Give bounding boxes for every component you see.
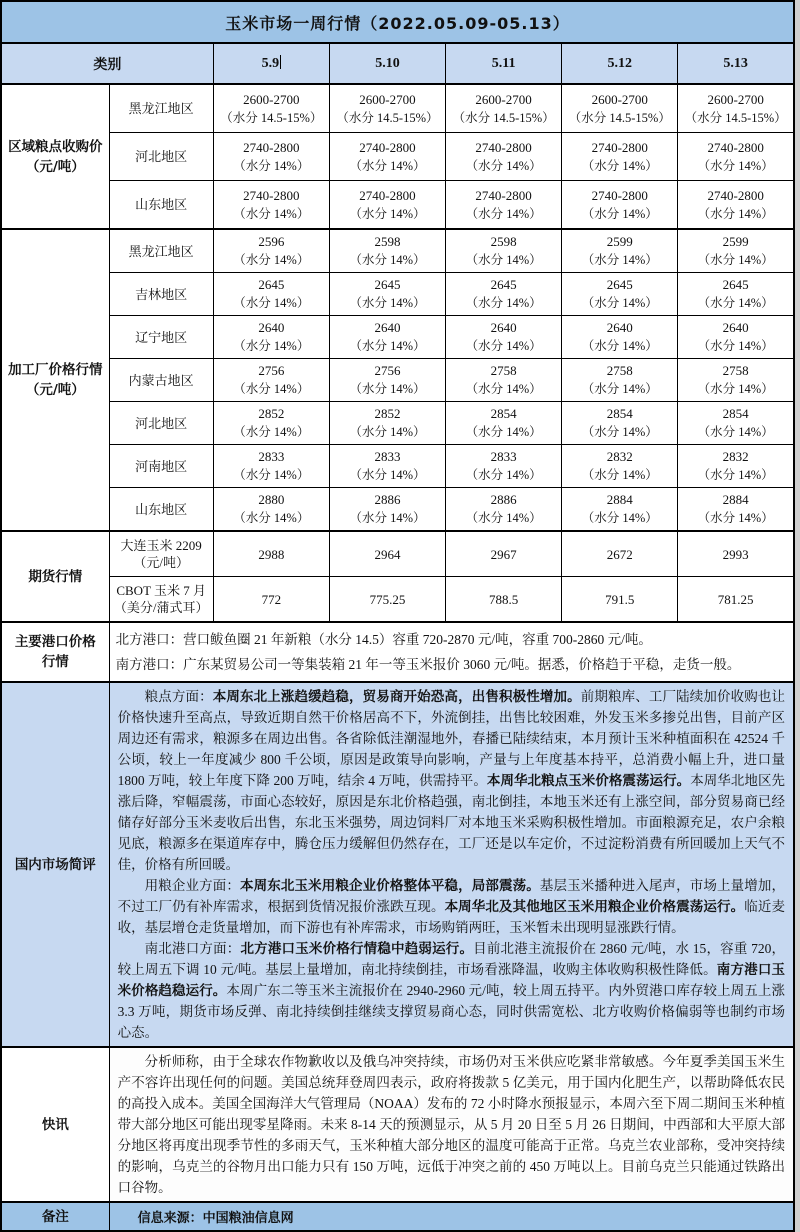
table-row: [1, 273, 794, 316]
note-row: [1, 1202, 794, 1231]
market-review-text[interactable]: [109, 682, 794, 1047]
price-cell[interactable]: 2740-2800 （水分 14%）: [562, 181, 678, 230]
table-row: [1, 181, 794, 230]
table-row: [1, 133, 794, 181]
price-cell[interactable]: 2756 （水分 14%）: [213, 359, 329, 402]
table-row: [1, 531, 794, 577]
table-row: [1, 577, 794, 623]
page-title: 玉米市场一周行情（2022.05.09-05.13）: [1, 1, 794, 43]
title-row: [1, 1, 794, 43]
paragraph: 分析师称，由于全球农作物歉收以及俄乌冲突持续，市场仍对玉米供应吃紧非常敏感。今年夏季美国玉米生产不容许出现任何的问题。美国总统拜登周四表示，政府将拨款 5 亿美元，用于国内化肥生产，以帮助降低农民的高投入成本。美国全国海洋大气管理局（NOAA）发布的 72 小时降水预报显示，本周六至下周二期间玉米种植带大部分地区可能出现零星降雨。未来 8-14 天的预测显示，从 5 月 20 日至 5 月 26 日期间，中西部和大平原大部分地区将再度出现季节性的多雨天气，玉米种植大部分地区的温度可能高于正常。乌克兰农业部称，受冲突持续的影响，乌克兰的谷物月出口能力只有 150 万吨，远低于冲突之前的 450 万吨以上。目前乌克兰只能通过铁路出口谷物。: [117, 1054, 785, 1195]
news-row: [1, 1047, 794, 1202]
column-header-date-5[interactable]: 5.13: [678, 43, 794, 84]
price-cell[interactable]: 2740-2800 （水分 14%）: [562, 133, 678, 181]
price-cell[interactable]: 2645 （水分 14%）: [213, 273, 329, 316]
paragraph: 粮点方面：本周东北上涨趋缓趋稳，贸易商开始恐高，出售积极性增加。前期粮库、工厂陆续加价收购也让价格快速升至高点，导致近期自然干价格居高不下，外流倒挂，出售比较困难，外发玉米多掺兑出售，目前产区周边还有需求，粮源多在周边出售。各省除低洼潮湿地外，春播已陆续结束，本月预计玉米种植面积在 42524 千公顷，较上一年度减少 800 千公顷，原因是政策导向影响，产量与上年度基本持平，总消费小幅上升，进口量 1800 万吨，较上年度下降 200 万吨，结余 4 万吨，供需持平。本周华北粮点玉米价格震荡运行。本周华北地区先涨后降，窄幅震荡，市面心态较好，原因是东北价格趋强，南北倒挂，本地玉米还有上涨空间，部分贸易商已经储存好部分玉米麦收后出售，东北玉米强势，周边饲料厂对本地玉米采购积极性增加。市面粮源充足，农户余粮见底，粮源多在渠道库存中，腾仓压力缓解但仍然存在，工厂还是以车定价，不过淀粉消费有所回暖加上天气不佳，价格有所回暖。: [117, 689, 786, 872]
price-cell[interactable]: 775.25: [329, 577, 445, 623]
price-cell[interactable]: 2740-2800 （水分 14%）: [329, 181, 445, 230]
table-row: [1, 402, 794, 445]
price-cell[interactable]: 2600-2700 （水分 14.5-15%）: [562, 84, 678, 133]
row-label[interactable]: 河北地区: [109, 402, 213, 445]
price-cell[interactable]: 2967: [446, 531, 562, 577]
price-cell[interactable]: 2756 （水分 14%）: [329, 359, 445, 402]
price-cell[interactable]: 2832 （水分 14%）: [562, 445, 678, 488]
review-row: [1, 682, 794, 1047]
paragraph: 用粮企业方面：本周东北玉米用粮企业价格整体平稳，局部震荡。基层玉米播种进入尾声，市场上量增加，不过工厂仍有补库需求，根据到货情况报价涨跌互现。本周华北及其他地区玉米用粮企业价格震荡运行。临近麦收，基层增仓走货量增加，而下游也有补库需求，市场购销两旺，玉米暂未出现明显涨跌行情。: [117, 878, 786, 935]
price-cell[interactable]: 2740-2800 （水分 14%）: [446, 181, 562, 230]
price-cell[interactable]: 2740-2800 （水分 14%）: [678, 181, 794, 230]
section-label: 加工厂价格行情 （元/吨）: [1, 229, 109, 531]
price-cell[interactable]: 2645 （水分 14%）: [446, 273, 562, 316]
price-cell[interactable]: 2758 （水分 14%）: [678, 359, 794, 402]
price-cell[interactable]: 2854 （水分 14%）: [446, 402, 562, 445]
price-cell[interactable]: 2854 （水分 14%）: [678, 402, 794, 445]
section-label: 区域粮点收购价 （元/吨）: [1, 84, 109, 229]
price-cell[interactable]: 2740-2800 （水分 14%）: [446, 133, 562, 181]
price-cell[interactable]: 791.5: [562, 577, 678, 623]
header-row: [1, 43, 794, 84]
section-label-review: 国内市场简评: [1, 682, 109, 1047]
column-header-date-1[interactable]: [213, 43, 329, 84]
row-label[interactable]: 黑龙江地区: [109, 229, 213, 273]
paragraph: 南北港口方面：北方港口玉米价格行情稳中趋弱运行。目前北港主流报价在 2860 元/吨，水 15，容重 720，较上周五下调 10 元/吨。基层上量增加，南北持续倒挂，市场看涨降温，收购主体收购积极性降低。南方港口玉米价格趋稳运行。本周广东二等玉米主流报价在 2940-2960 元/吨，较上周五持平。内外贸港口库存较上周五上涨 3.3 万吨，期货市场反弹、南北持续倒挂继续支撑贸易商心态，同时供需宽松、北方收购价格偏弱等也制约市场心态。: [117, 941, 786, 1040]
section-label: 期货行情: [1, 531, 109, 622]
row-label[interactable]: 吉林地区: [109, 273, 213, 316]
price-cell[interactable]: 2852 （水分 14%）: [329, 402, 445, 445]
column-header-category: 类别: [1, 43, 213, 84]
price-cell[interactable]: 2600-2700 （水分 14.5-15%）: [678, 84, 794, 133]
price-cell[interactable]: 2758 （水分 14%）: [562, 359, 678, 402]
row-label[interactable]: 辽宁地区: [109, 316, 213, 359]
price-cell[interactable]: 2645 （水分 14%）: [329, 273, 445, 316]
price-cell[interactable]: 2964: [329, 531, 445, 577]
price-cell[interactable]: 2640 （水分 14%）: [329, 316, 445, 359]
price-cell[interactable]: 2758 （水分 14%）: [446, 359, 562, 402]
price-cell[interactable]: 2740-2800 （水分 14%）: [329, 133, 445, 181]
price-cell[interactable]: 2740-2800 （水分 14%）: [213, 133, 329, 181]
price-cell[interactable]: 2852 （水分 14%）: [213, 402, 329, 445]
row-label[interactable]: 内蒙古地区: [109, 359, 213, 402]
price-cell[interactable]: 2884 （水分 14%）: [678, 488, 794, 532]
price-cell[interactable]: 2645 （水分 14%）: [562, 273, 678, 316]
row-label[interactable]: CBOT 玉米 7 月 （美分/蒲式耳）: [109, 577, 213, 623]
column-header-date-3[interactable]: 5.11: [446, 43, 562, 84]
price-cell[interactable]: 2832 （水分 14%）: [678, 445, 794, 488]
price-cell[interactable]: 2640 （水分 14%）: [446, 316, 562, 359]
south-port-line: 南方港口：广东某贸易公司一等集装箱 21 年一等玉米报价 3060 元/吨。据悉，价格趋于平稳，走货一般。: [115, 657, 741, 672]
price-cell[interactable]: 2833 （水分 14%）: [329, 445, 445, 488]
price-cell[interactable]: 781.25: [678, 577, 794, 623]
port-row: [1, 622, 794, 682]
price-cell[interactable]: 2672: [562, 531, 678, 577]
column-header-date-2[interactable]: 5.10: [329, 43, 445, 84]
price-cell[interactable]: 2884 （水分 14%）: [562, 488, 678, 532]
price-cell[interactable]: 2599 （水分 14%）: [562, 229, 678, 273]
price-cell[interactable]: 788.5: [446, 577, 562, 623]
row-label[interactable]: 山东地区: [109, 181, 213, 230]
section-label-ports: [1, 622, 109, 682]
north-port-line: 北方港口：营口鲅鱼圈 21 年新粮（水分 14.5）容重 720-2870 元/吨，容重 700-2860 元/吨。: [115, 632, 652, 647]
row-label[interactable]: 河北地区: [109, 133, 213, 181]
price-cell[interactable]: 2833 （水分 14%）: [213, 445, 329, 488]
price-cell[interactable]: 2599 （水分 14%）: [678, 229, 794, 273]
row-label[interactable]: 黑龙江地区: [109, 84, 213, 133]
price-cell[interactable]: 2740-2800 （水分 14%）: [678, 133, 794, 181]
price-cell[interactable]: 2645 （水分 14%）: [678, 273, 794, 316]
date-label: 5.9: [261, 56, 280, 71]
price-cell[interactable]: 2854 （水分 14%）: [562, 402, 678, 445]
row-label[interactable]: 河南地区: [109, 445, 213, 488]
price-cell[interactable]: 2640 （水分 14%）: [213, 316, 329, 359]
price-cell[interactable]: 2886 （水分 14%）: [446, 488, 562, 532]
section-label-news: 快讯: [1, 1047, 109, 1202]
price-cell[interactable]: 2833 （水分 14%）: [446, 445, 562, 488]
price-cell[interactable]: 2988: [213, 531, 329, 577]
section-label-line: 主要港口价格: [14, 634, 96, 650]
table-row: [1, 359, 794, 402]
port-prices-text[interactable]: [109, 622, 794, 682]
row-label[interactable]: 大连玉米 2209 （元/吨）: [109, 531, 213, 577]
table-row: [1, 445, 794, 488]
source-note-text[interactable]: 信息来源：中国粮油信息网: [109, 1202, 794, 1231]
price-cell[interactable]: 2886 （水分 14%）: [329, 488, 445, 532]
row-label[interactable]: 山东地区: [109, 488, 213, 532]
price-cell[interactable]: 2600-2700 （水分 14.5-15%）: [213, 84, 329, 133]
price-cell[interactable]: 2600-2700 （水分 14.5-15%）: [329, 84, 445, 133]
price-cell[interactable]: 2993: [678, 531, 794, 577]
section-label-line: 行情: [41, 654, 69, 670]
text-cursor: [280, 55, 281, 69]
price-cell[interactable]: 2596 （水分 14%）: [213, 229, 329, 273]
news-flash-text[interactable]: [109, 1047, 794, 1202]
price-cell[interactable]: 2598 （水分 14%）: [446, 229, 562, 273]
table-row: [1, 316, 794, 359]
section-label-note: 备注: [1, 1202, 109, 1231]
price-cell[interactable]: 2740-2800 （水分 14%）: [213, 181, 329, 230]
table-row: [1, 84, 794, 133]
price-cell[interactable]: 772: [213, 577, 329, 623]
price-cell[interactable]: 2640 （水分 14%）: [678, 316, 794, 359]
table-row: [1, 229, 794, 273]
column-header-date-4[interactable]: 5.12: [562, 43, 678, 84]
price-cell[interactable]: 2640 （水分 14%）: [562, 316, 678, 359]
price-cell[interactable]: 2600-2700 （水分 14.5-15%）: [446, 84, 562, 133]
price-cell[interactable]: 2880 （水分 14%）: [213, 488, 329, 532]
price-cell[interactable]: 2598 （水分 14%）: [329, 229, 445, 273]
table-row: [1, 488, 794, 532]
